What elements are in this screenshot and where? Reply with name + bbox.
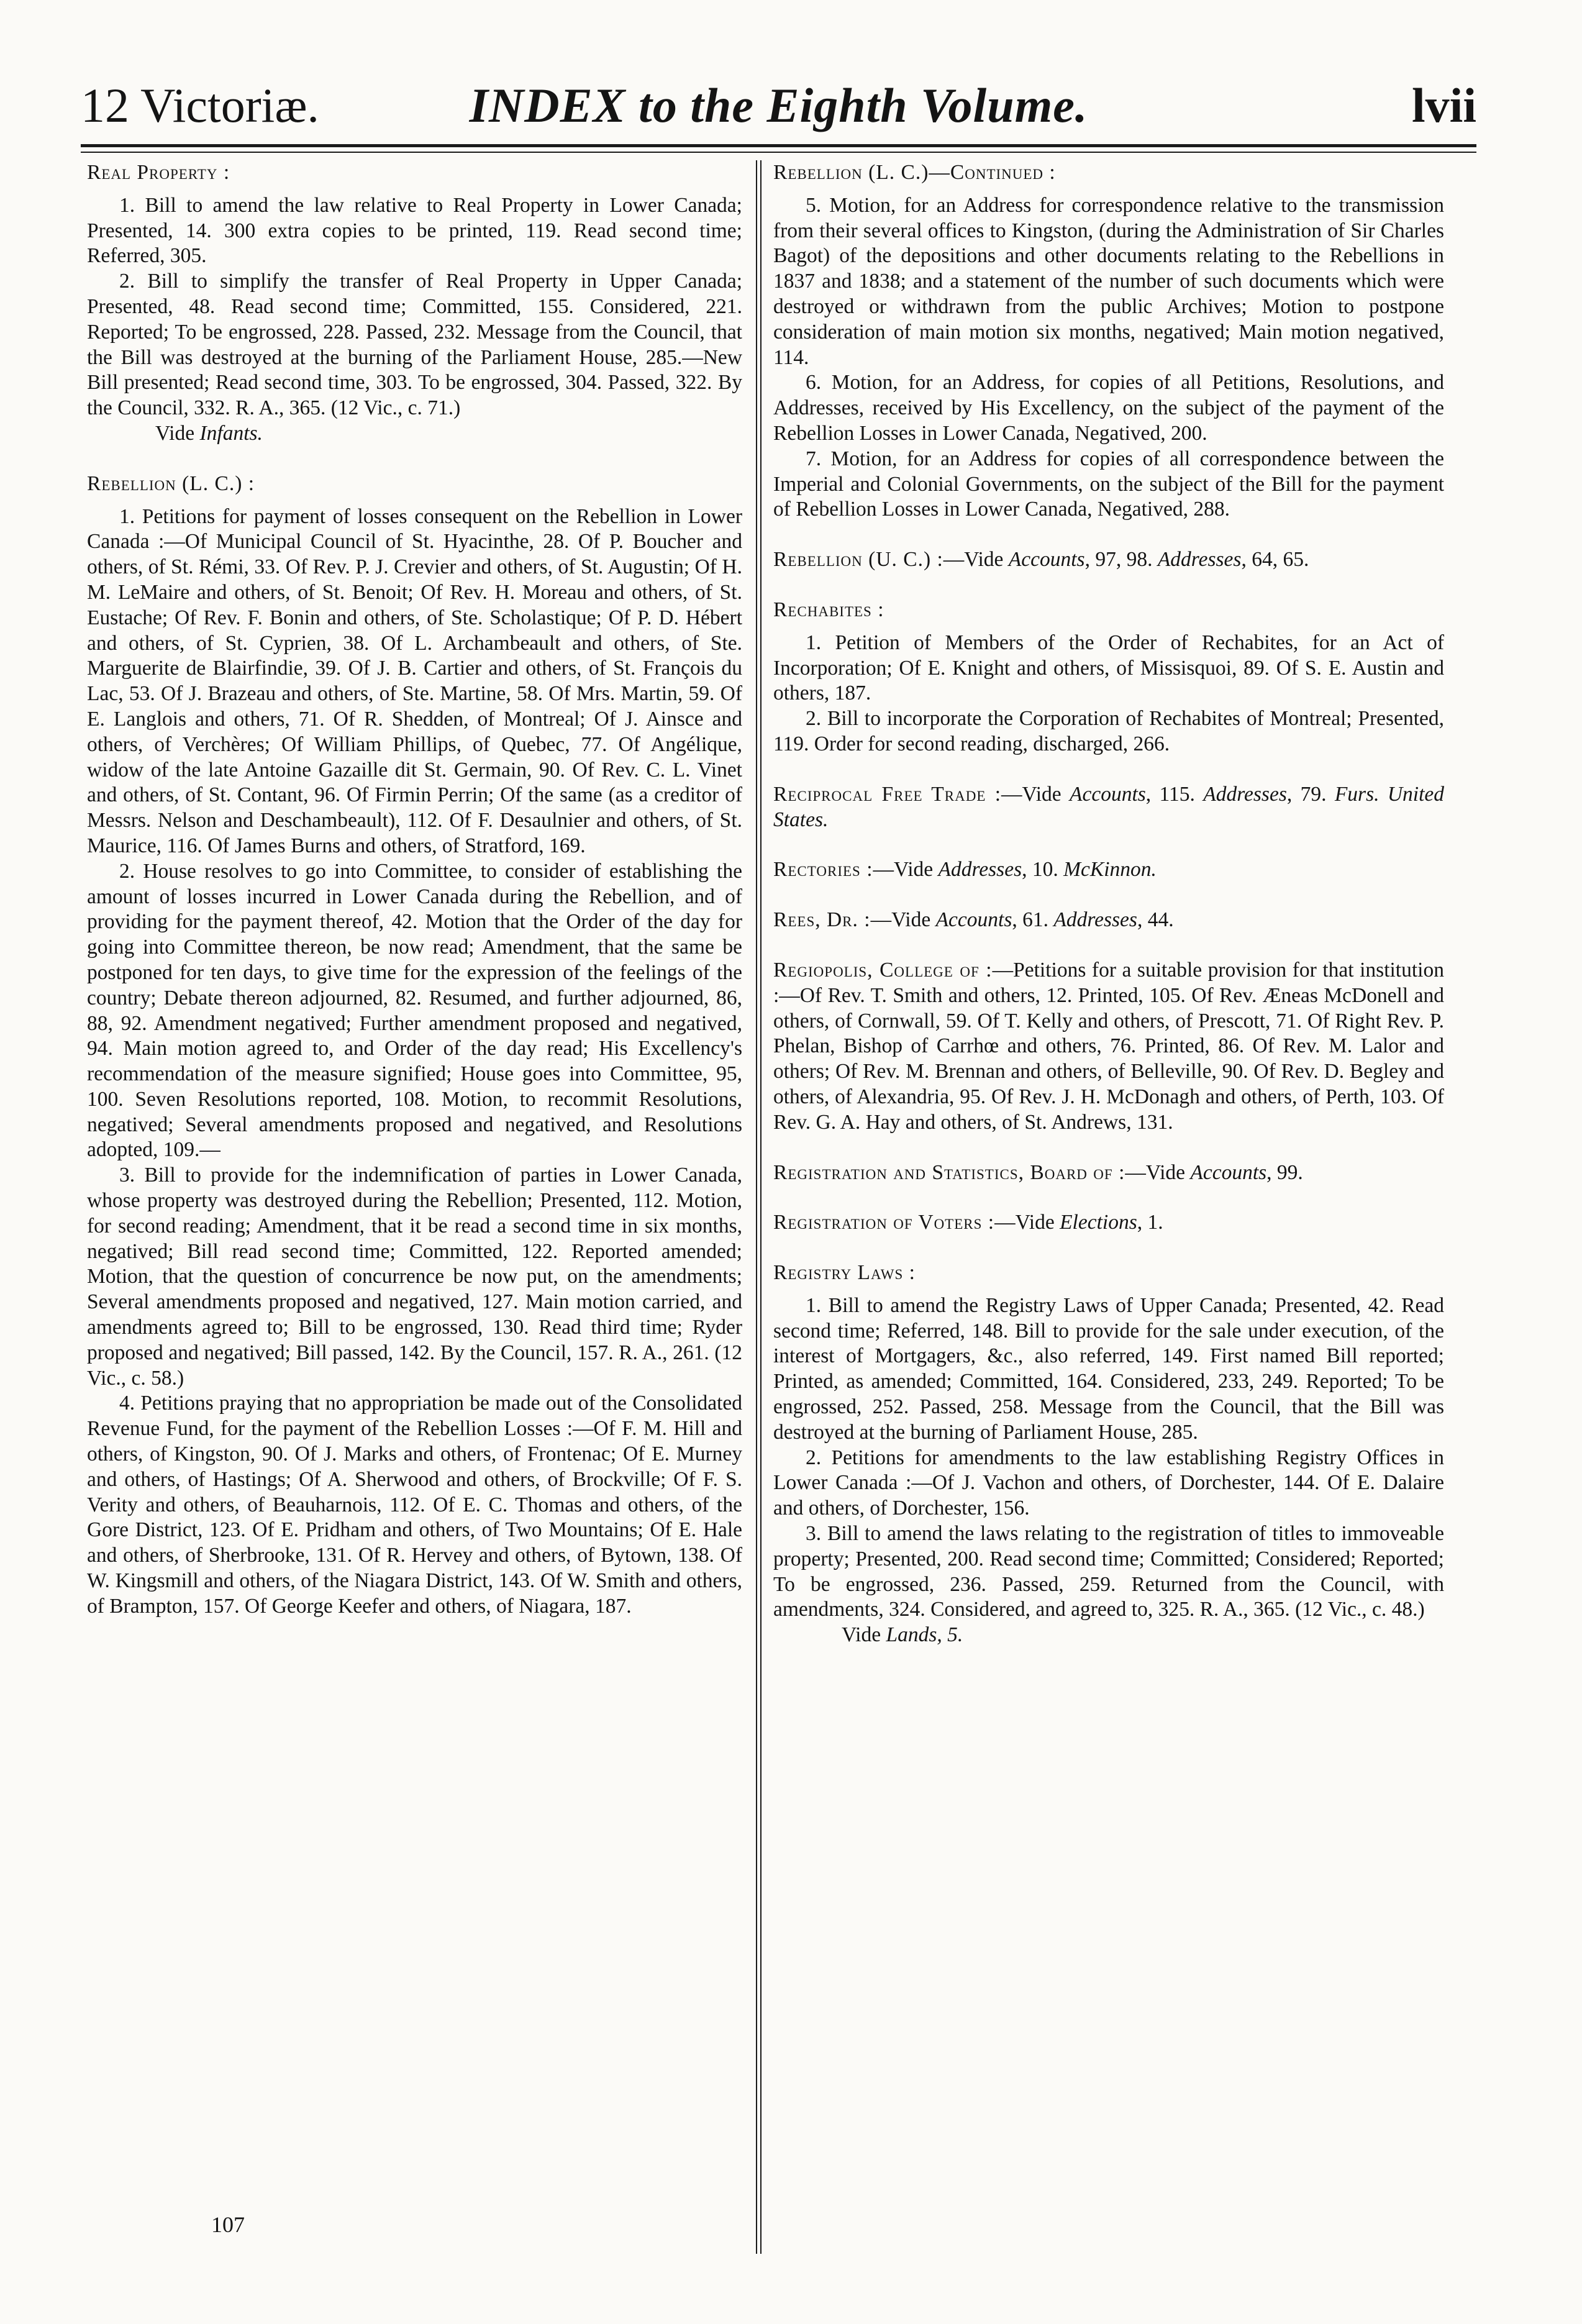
ref-text: —Vide (870, 908, 936, 932)
vide-prefix: Vide (155, 421, 200, 445)
entry-heading: Rectories : (773, 858, 873, 882)
ref-text: , 79. (1286, 782, 1335, 806)
header-rule-thin (81, 152, 1476, 153)
entry-rebellion-uc (773, 547, 1444, 573)
sub-entry: 1. Bill to amend the Registry Laws of Upper Canada; Presented, 42. Read second time; Referred, 148. Bill to provide for the sale under execution, of the interest of Mortgagers, &c., also referred, 149. First named Bill reported; Printed, as amended; Committed, 164. Considered, 233, 249. Reported; To be engrossed, 252. Passed, 258. Message from the Council, that the Bill was destroyed at the burning of Parliament House, 285. (773, 1293, 1444, 1444)
sub-entry: 6. Motion, for an Address, for copies of all Petitions, Resolutions, and Addresses, received by His Excellency, on the subject of the payment of the Rebellion Losses in Lower Canada, Negatived, 200. (773, 371, 1444, 445)
sub-entry: 3. Bill to amend the laws relating to the registration of titles to immoveable property; Presented, 200. Read second time; Committed; Considered; Reported; To be engrossed, 236. Passed, 259. Returned from the Council, with amendments, 324. Considered, and agreed to, 325. R. A., 365. (12 Vic., c. 48.) (773, 1522, 1444, 1621)
entry-real-property (87, 160, 742, 447)
ref-text: , 61. (1012, 908, 1054, 932)
sub-entry: 1. Petition of Members of the Order of Rechabites, for an Act of Incorporation; Of E. Knight and others, of Missisquoi, 89. Of S. E. Austin and others, 187. (773, 631, 1444, 705)
ref-text: , 64, 65. (1241, 548, 1309, 572)
ref-text: , 44. (1137, 908, 1174, 932)
ref-text: —Vide (1001, 782, 1070, 806)
ref-text: , 10. (1022, 858, 1064, 882)
ref-text (1379, 783, 1387, 806)
entry-line (773, 1210, 1444, 1236)
ref-text: —Vide (994, 1211, 1060, 1234)
sub-entry: 2. Bill to incorporate the Corporation of Rechabites of Montreal; Presented, 119. Order for second reading, discharged, 266. (773, 707, 1444, 755)
running-head (81, 75, 1476, 143)
entry-rebellion-lc (87, 472, 742, 1620)
entry-registration-statistics (773, 1160, 1444, 1186)
entry-registry-laws (773, 1260, 1444, 1648)
entry-rebellion-continued (773, 160, 1444, 522)
ref-italic: Accounts (1190, 1160, 1267, 1184)
entry-line (773, 547, 1444, 573)
entry-line (773, 857, 1444, 883)
entry-registration-voters (773, 1210, 1444, 1236)
vide-prefix: Vide (842, 1623, 886, 1647)
ref-italic: Addresses (1157, 548, 1242, 572)
regnal-year: 12 Victoriæ. (81, 78, 319, 132)
entry-heading: Reciprocal Free Trade : (773, 782, 1002, 806)
sub-entry: 2. Bill to simplify the transfer of Real Property in Upper Canada; Presented, 48. Read second time; Committed, 155. Considered, 221. Reported; To be engrossed, 228. Passed, 232. Message from the Council, that the Bill was destroyed at the burning of the Parliament House, 285.—New Bill presented; Read second time, 303. To be engrossed, 304. Passed, 322. By the Council, 332. R. A., 365. (12 Vic., c. 71.) (87, 270, 742, 420)
vide-target: Lands, 5. (886, 1623, 963, 1647)
sub-entry: 2. Petitions for amendments to the law establishing Registry Offices in Lower Canada :—Of J. Vachon and others, of Dorchester, 144. Of E. Dalaire and others, of Dorchester, 156. (773, 1446, 1444, 1520)
entry-line (773, 958, 1444, 1136)
entry-line (773, 1160, 1444, 1186)
ref-italic: McKinnon. (1063, 858, 1157, 882)
entry-heading: Registry Laws : (773, 1261, 916, 1285)
entry-heading: Registration and Statistics, Board of : (773, 1160, 1125, 1184)
ref-text: , 1. (1137, 1211, 1163, 1234)
entry-heading: Registration of Voters : (773, 1211, 995, 1234)
cross-reference (87, 421, 742, 447)
ref-text: , 99. (1266, 1160, 1303, 1184)
right-column (773, 160, 1444, 1673)
ref-italic: Accounts (1070, 782, 1146, 806)
ref-italic: Addresses (1203, 782, 1287, 806)
column-divider-left (756, 160, 757, 2254)
sub-entry: 1. Petitions for payment of losses consequent on the Rebellion in Lower Canada :—Of Municipal Council of St. Hyacinthe, 28. Of P. Boucher and others, of St. Rémi, 33. Of Rev. P. J. Crevier and others, of St. Augustin; Of H. M. LeMaire and others, of St. Benoit; Of Rev. H. Moreau and others, of St. Eustache; Of Rev. F. Bonin and others, of Ste. Scholastique; Of P. D. Hébert and others, of St. Cyprien, 38. Of L. Archambeault and others, of Ste. Marguerite de Blairfindie, 39. Of J. B. Cartier and others, of St. François du Lac, 53. Of J. Brazeau and others, of Ste. Martine, 58. Of Mrs. Martin, 59. Of E. Langlois and others, 71. Of R. Shedden, of Montreal; Of J. Ainsce and others, of Verchères; Of William Phillips, of Quebec, 77. Of Angélique, widow of the late Antoine Gazaille dit St. Germain, 90. Of Rev. C. L. Vinet and others, of St. Contant, 96. Of Firmin Perrin; Of the same (as a creditor of Messrs. Nelson and Deschambeault), 112. Of F. Desaulnier and others, of St. Maurice, 116. Of James Burns and others, of Stratford, 169. (87, 504, 742, 857)
column-divider-right (760, 160, 761, 2254)
ref-text: , 115. (1145, 782, 1204, 806)
signature-mark: 107 (211, 2212, 245, 2237)
entry-line (773, 782, 1444, 833)
left-column (87, 160, 742, 1644)
sub-entry: 4. Petitions praying that no appropriation be made out of the Consolidated Revenue Fund, for the payment of the Rebellion Losses :—Of F. M. Hill and others, of Kingston, 90. Of J. Marks and others, of Frontenac; Of E. Murney and others, of Hastings; Of A. Sherwood and others, of Brockville; Of F. S. Verity and others, of Beauharnois, 112. Of E. C. Thomas and others, of the Gore District, 123. Of E. Pridham and others, of Two Mountains; Of E. Hale and others, of Sherbrooke, 131. Of R. Hervey and others, of Bytown, 138. Of W. Kingsmill and others, of the Niagara District, 143. Of W. Smith and others, of Brampton, 157. Of George Keefer and others, of Niagara, 187. (87, 1392, 742, 1618)
ref-italic: Elections (1060, 1211, 1137, 1234)
header-rule-thick (81, 144, 1476, 147)
vide-target: Infants. (199, 421, 263, 445)
ref-text: , 97, 98. (1084, 548, 1158, 572)
entry-heading: Rebellion (U. C.) : (773, 548, 943, 572)
sub-entry: 7. Motion, for an Address for copies of all correspondence between the Imperial and Colonial Governments, on the subject of the Bill for the payment of Rebellion Losses in Lower Canada, Negatived, 288. (773, 447, 1444, 521)
ref-text: —Vide (943, 548, 1009, 572)
ref-italic: Addresses (1053, 908, 1137, 932)
page-number: lvii (1411, 78, 1476, 132)
ref-italic: Accounts (1008, 548, 1085, 572)
index-title: INDEX to the Eighth Volume. (469, 78, 1088, 132)
ref-text: —Vide (1125, 1160, 1191, 1184)
ref-text: —Vide (873, 858, 939, 882)
entry-heading: Regiopolis, College of : (773, 958, 993, 982)
entry-heading: Rechabites : (773, 598, 884, 621)
entry-rechabites (773, 598, 1444, 757)
sub-entry: 5. Motion, for an Address for correspondence relative to the transmission from their several offices to Kingston, (during the Administration of Sir Charles Bagot) of the depositions and other documents relating to the Rebellions in 1837 and 1838; and a statement of the number of such documents which were destroyed or withdrawn from the public Archives; Motion to postpone consideration of main motion six months, negatived; Main motion negatived, 114. (773, 193, 1444, 369)
entry-rees (773, 908, 1444, 933)
cross-reference (773, 1623, 1444, 1648)
entry-reciprocal-free-trade (773, 782, 1444, 833)
ref-italic: Addresses (938, 858, 1022, 882)
entry-heading: Rebellion (L. C.) : (87, 472, 255, 495)
entry-line (773, 908, 1444, 933)
entry-heading: Rees, Dr. : (773, 908, 871, 932)
ref-italic: Furs. (1334, 782, 1380, 806)
ref-text: —Petitions for a suitable provision for that institution :—Of Rev. T. Smith and others, 12. Printed, 105. Of Rev. Æneas McDonell and others, of Cornwall, 59. Of T. Kelly and others, of Prescott, 71. Of Right Rev. P. Phelan, Bishop of Carrhœ and others, 76. Printed, 86. Of Rev. M. Lalor and others; Of Rev. M. Brennan and others, of Belleville, 90. Of Rev. D. Begley and others, of Alexandria, 95. Of Rev. J. H. McDonagh and others, of Perth, 103. Of Rev. G. A. Hay and others, of St. Andrews, 131. (773, 958, 1444, 1134)
entry-heading: Real Property : (87, 161, 230, 184)
entry-heading: Rebellion (L. C.)—Continued : (773, 161, 1056, 184)
sub-entry: 2. House resolves to go into Committee, to consider of establishing the amount of losses incurred in Lower Canada during the Rebellion, and of providing for the payment thereof, 42. Motion that the Order of the day for going into Committee thereon, be now read; Amendment, that the same be postponed for ten days, to give time for the expression of the feelings of the country; Debate thereon adjourned, 82. Resumed, and further adjourned, 86, 88, 92. Amendment negatived; Further amendment proposed and negatived, 94. Main motion agreed to, and Order of the day read; His Excellency's recommendation of the measure signified; House goes into Committee, 95, 100. Seven Resolutions reported, 108. Motion, to recommit Resolutions, negatived; Several amendments proposed and negatived, and Resolutions adopted, 109.— (87, 859, 742, 1162)
ref-italic: Accounts (935, 908, 1012, 932)
sub-entry: 3. Bill to provide for the indemnification of parties in Lower Canada, whose property was destroyed during the Rebellion; Presented, 112. Motion, for second reading; Amendment, that it be read a second time in six months, negatived; Bill read second time; Committed, 122. Reported amended; Motion, that the question of concurrence be now put, on the amendments; Several amendments proposed and negatived, 127. Main motion carried, and amendments agreed to; Bill to be engrossed, 130. Read third time; Ryder proposed and negatived; Bill passed, 142. By the Council, 157. R. A., 261. (12 Vic., c. 58.) (87, 1164, 742, 1390)
entry-regiopolis (773, 958, 1444, 1136)
sub-entry: 1. Bill to amend the law relative to Real Property in Lower Canada; Presented, 14. 300 extra copies to be printed, 119. Read second time; Referred, 305. (87, 193, 742, 268)
entry-rectories (773, 857, 1444, 883)
ref-italic: United States. (773, 782, 1445, 831)
